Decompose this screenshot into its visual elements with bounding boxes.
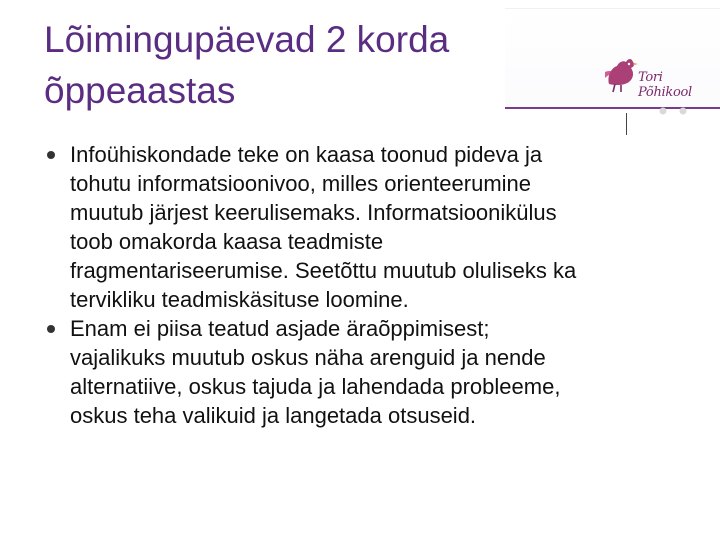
bullet-dot-icon <box>47 151 55 159</box>
bullet-text <box>70 314 684 430</box>
slide-title-line-1: Lõimingupäevad 2 korda <box>44 19 450 60</box>
bullet-line: fragmentariseerumise. Seetõttu muutub oluliseks ka <box>70 258 577 283</box>
bullet-line: tohutu informatsioonivoo, milles orienteerumine <box>70 171 532 196</box>
bullet-line: Enam ei piisa teatud asjade äraõppimisest; <box>70 316 490 341</box>
bullet-item <box>44 314 684 430</box>
logo-banner <box>505 8 720 108</box>
bullet-dot-icon <box>47 325 55 333</box>
bullet-line: tervikliku teadmiskäsituse loomine. <box>70 287 409 312</box>
bullet-line: vajalikuks muutub oskus näha arenguid ja nende <box>70 345 546 370</box>
bullet-line: muutub järjest keerulisemaks. Informatsioonikülus <box>70 200 557 225</box>
bullet-item <box>44 140 684 314</box>
logo-top-rule <box>505 8 720 9</box>
decorative-dots-icon <box>655 106 695 120</box>
bullet-line: alternatiive, oskus tajuda ja lahendada probleeme, <box>70 374 561 399</box>
bullet-line: oskus teha valikuid ja langetada otsuseid. <box>70 403 477 428</box>
rooster-icon <box>601 54 643 94</box>
logo-text: Tori Põhikool <box>638 70 692 100</box>
logo-divider-tick <box>626 113 627 135</box>
bullet-line: toob omakorda kaasa teadmiste <box>70 229 384 254</box>
bullet-list <box>44 140 684 430</box>
slide-title-line-2: õppeaastas <box>44 70 236 111</box>
school-logo <box>505 8 720 133</box>
bullet-text <box>70 140 684 314</box>
slide-title <box>44 14 514 116</box>
bullet-line: Infoühiskondade teke on kaasa toonud pideva ja <box>70 142 543 167</box>
